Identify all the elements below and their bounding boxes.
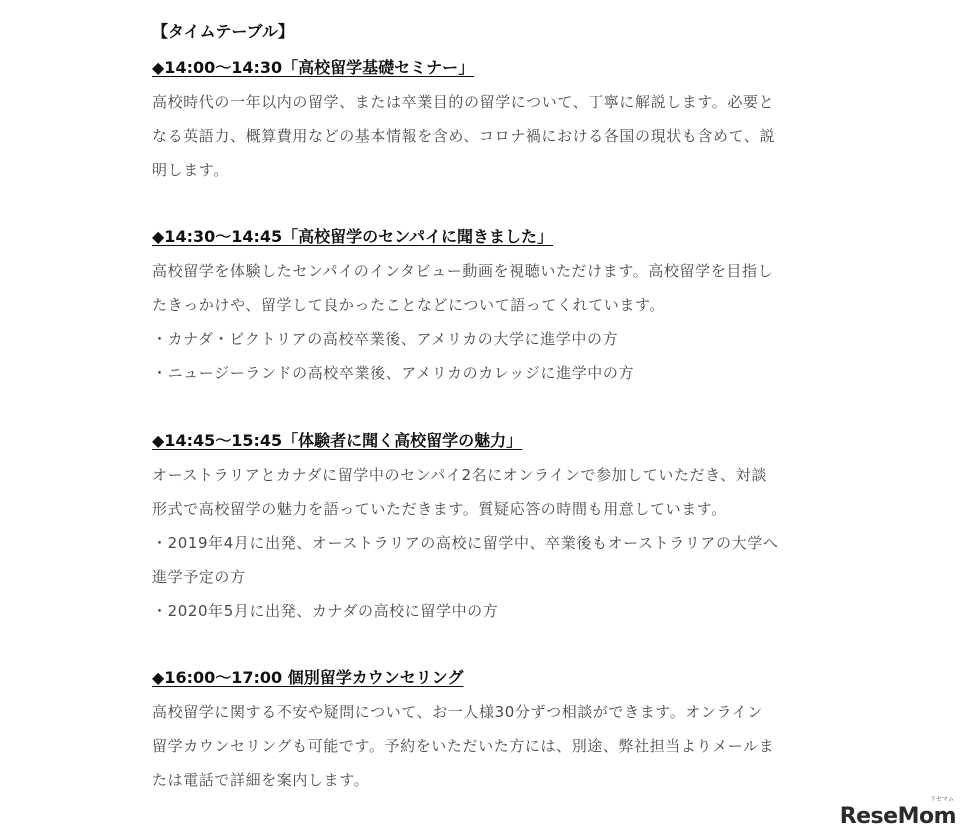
session-title: ◆16:00～17:00 個別留学カウンセリング (152, 668, 464, 687)
timetable-heading: 【タイムテーブル】 (152, 22, 294, 41)
timetable-section (152, 430, 852, 628)
session-title: ◆14:30～14:45「高校留学のセンパイに聞きました」 (152, 227, 554, 246)
timetable-section (152, 226, 852, 390)
session-title: ◆14:00～14:30「高校留学基礎セミナー」 (152, 58, 475, 77)
session-text-line: たは電話で詳細を案内します。 (152, 771, 370, 789)
logo-small-text: リセマム (930, 796, 954, 803)
timetable-section (152, 57, 852, 187)
session-text-line: 明します。 (152, 161, 229, 179)
logo-text: ReseMom (839, 804, 956, 829)
session-text-line: たきっかけや、留学して良かったことなどについて語ってくれています。 (152, 296, 666, 314)
session-title: ◆14:45～15:45「体験者に聞く高校留学の魅力」 (152, 431, 523, 450)
session-text-line: 高校留学に関する不安や疑問について、お一人様30分ずつ相談ができます。オンライン (152, 703, 763, 721)
bullet-item: ・2020年5月に出発、カナダの高校に留学中の方 (152, 602, 499, 620)
session-text-line: オーストラリアとカナダに留学中のセンパイ2名にオンラインで参加していただき、対談 (152, 466, 767, 484)
bullet-item: ・カナダ・ビクトリアの高校卒業後、アメリカの大学に進学中の方 (152, 330, 619, 348)
session-text-line: なる英語力、概算費用などの基本情報を含め、コロナ禍における各国の現状も含めて、説 (152, 127, 776, 145)
session-text-line: 高校留学を体験したセンパイのインタビュー動画を視聴いただけます。高校留学を目指し (152, 262, 774, 280)
bullet-item: ・2019年4月に出発、オーストラリアの高校に留学中、卒業後もオーストラリアの大学へ (152, 534, 779, 552)
session-text-line: 留学カウンセリングも可能です。予約をいただいた方には、別途、弊社担当よりメールま (152, 737, 775, 755)
timetable-section (152, 667, 852, 797)
bullet-item: ・ニュージーランドの高校卒業後、アメリカのカレッジに進学中の方 (152, 364, 635, 382)
session-text-line: 形式で高校留学の魅力を語っていただきます。質疑応答の時間も用意しています。 (152, 500, 727, 518)
session-text-line: 高校時代の一年以内の留学、または卒業目的の留学について、丁寧に解説します。必要と (152, 93, 775, 111)
resemom-logo (839, 796, 956, 829)
bullet-item: 進学予定の方 (152, 568, 246, 586)
